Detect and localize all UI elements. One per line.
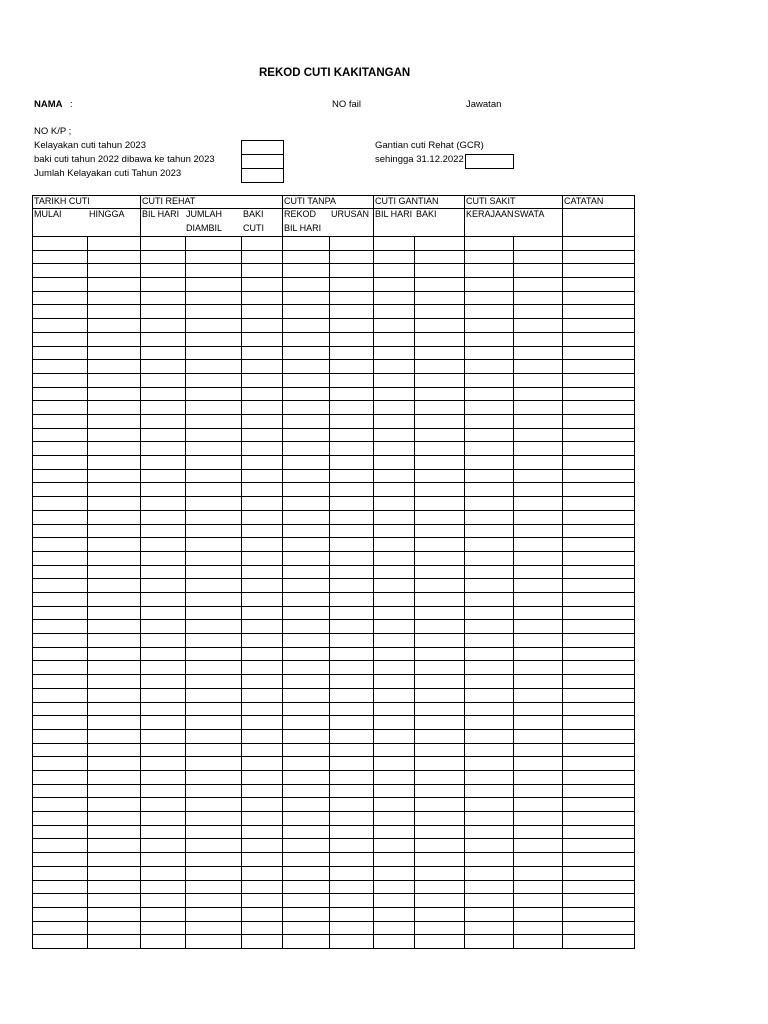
subheader-urusan: URUSAN	[331, 209, 370, 219]
table-row-line	[32, 482, 635, 483]
table-row-line	[32, 524, 635, 525]
group-divider	[282, 195, 283, 949]
subheader-gantian-bil-hari: BIL HARI	[375, 209, 413, 219]
table-row-line	[32, 428, 635, 429]
group-divider	[373, 195, 374, 949]
table-row-line	[32, 263, 635, 264]
table-row-line	[32, 441, 635, 442]
table-row-line	[32, 318, 635, 319]
subheader-tanpa-bil-hari: BIL HARI	[284, 223, 322, 233]
table-row-line	[32, 277, 635, 278]
table-row-line	[32, 852, 635, 853]
subheader-swata: SWATA	[514, 209, 545, 219]
table-row-line	[32, 756, 635, 757]
gcr-box[interactable]	[465, 154, 514, 169]
table-row-line	[32, 770, 635, 771]
table-row-line	[32, 291, 635, 292]
table-row-line	[32, 921, 635, 922]
table-row-line	[32, 797, 635, 798]
table-row-line	[32, 606, 635, 607]
table-row-line	[32, 811, 635, 812]
header-cuti-sakit: CUTI SAKIT	[466, 196, 516, 206]
group-divider	[464, 195, 465, 949]
baki-box[interactable]	[241, 154, 284, 169]
table-row-line	[32, 400, 635, 401]
group-divider	[140, 195, 141, 949]
table-row-line	[32, 304, 635, 305]
table-row-line	[32, 373, 635, 374]
leave-table	[32, 195, 634, 948]
table-row-line	[32, 729, 635, 730]
table-row-line	[32, 784, 635, 785]
table-row-line	[32, 647, 635, 648]
subheader-cuti: CUTI	[243, 223, 264, 233]
table-bottom-border	[32, 948, 635, 949]
table-row-line	[32, 893, 635, 894]
header-row-divider	[32, 208, 635, 209]
subheader-bil-hari: BIL HARI	[142, 209, 180, 219]
header-cuti-tanpa: CUTI TANPA	[284, 196, 337, 206]
jumlah-label: Jumlah Kelayakan cuti Tahun 2023	[34, 168, 182, 179]
table-row-line	[32, 537, 635, 538]
table-row-line	[32, 633, 635, 634]
gantian-label: Gantian cuti Rehat (GCR)	[375, 140, 484, 151]
table-row-line	[32, 332, 635, 333]
table-row-line	[32, 387, 635, 388]
table-row-line	[32, 674, 635, 675]
table-row-line	[32, 414, 635, 415]
table-row-line	[32, 743, 635, 744]
header-bottom-divider	[32, 236, 635, 237]
table-row-line	[32, 592, 635, 593]
table-row-line	[32, 510, 635, 511]
subheader-jumlah: JUMLAH	[186, 209, 223, 219]
page-title: REKOD CUTI KAKITANGAN	[259, 67, 411, 79]
baki-label: baki cuti tahun 2022 dibawa ke tahun 2023	[34, 154, 215, 165]
table-row-line	[32, 619, 635, 620]
header-tarikh-cuti: TARIKH CUTI	[34, 196, 90, 206]
table-right-border	[634, 195, 635, 949]
table-left-border	[32, 195, 33, 949]
table-row-line	[32, 551, 635, 552]
subheader-mulai: MULAI	[34, 209, 62, 219]
header-catatan: CATATAN	[564, 196, 604, 206]
subheader-baki: BAKI	[243, 209, 264, 219]
table-row-line	[32, 469, 635, 470]
subheader-hingga: HINGGA	[89, 209, 125, 219]
table-row-line	[32, 359, 635, 360]
table-row-line	[32, 455, 635, 456]
table-row-line	[32, 660, 635, 661]
group-divider	[562, 195, 563, 949]
table-row-line	[32, 715, 635, 716]
table-row-line	[32, 866, 635, 867]
table-row-line	[32, 565, 635, 566]
no-fail-label: NO fail	[332, 99, 362, 110]
table-top-border	[32, 195, 635, 196]
table-row-line	[32, 578, 635, 579]
table-row-line	[32, 907, 635, 908]
subheader-rekod: REKOD	[284, 209, 317, 219]
nama-colon: :	[70, 99, 73, 110]
table-row-line	[32, 880, 635, 881]
jawatan-label: Jawatan	[466, 99, 502, 110]
kelayakan-label: Kelayakan cuti tahun 2023	[34, 140, 146, 151]
subheader-gantian-baki: BAKI	[416, 209, 437, 219]
nama-label: NAMA	[34, 99, 63, 110]
jumlah-box[interactable]	[241, 168, 284, 183]
header-cuti-rehat: CUTI REHAT	[142, 196, 196, 206]
subheader-diambil: DIAMBIL	[186, 223, 223, 233]
kelayakan-box[interactable]	[241, 140, 284, 155]
table-row-line	[32, 496, 635, 497]
table-row-line	[32, 346, 635, 347]
header-cuti-gantian: CUTI GANTIAN	[375, 196, 439, 206]
table-row-line	[32, 688, 635, 689]
table-row-line	[32, 702, 635, 703]
table-row-line	[32, 250, 635, 251]
subheader-kerajaan: KERAJAAN	[466, 209, 514, 219]
table-row-line	[32, 825, 635, 826]
table-row-line	[32, 934, 635, 935]
sehingga-label: sehingga 31.12.2022	[375, 154, 464, 165]
table-row-line	[32, 838, 635, 839]
nokp-label: NO K/P ;	[34, 126, 72, 137]
